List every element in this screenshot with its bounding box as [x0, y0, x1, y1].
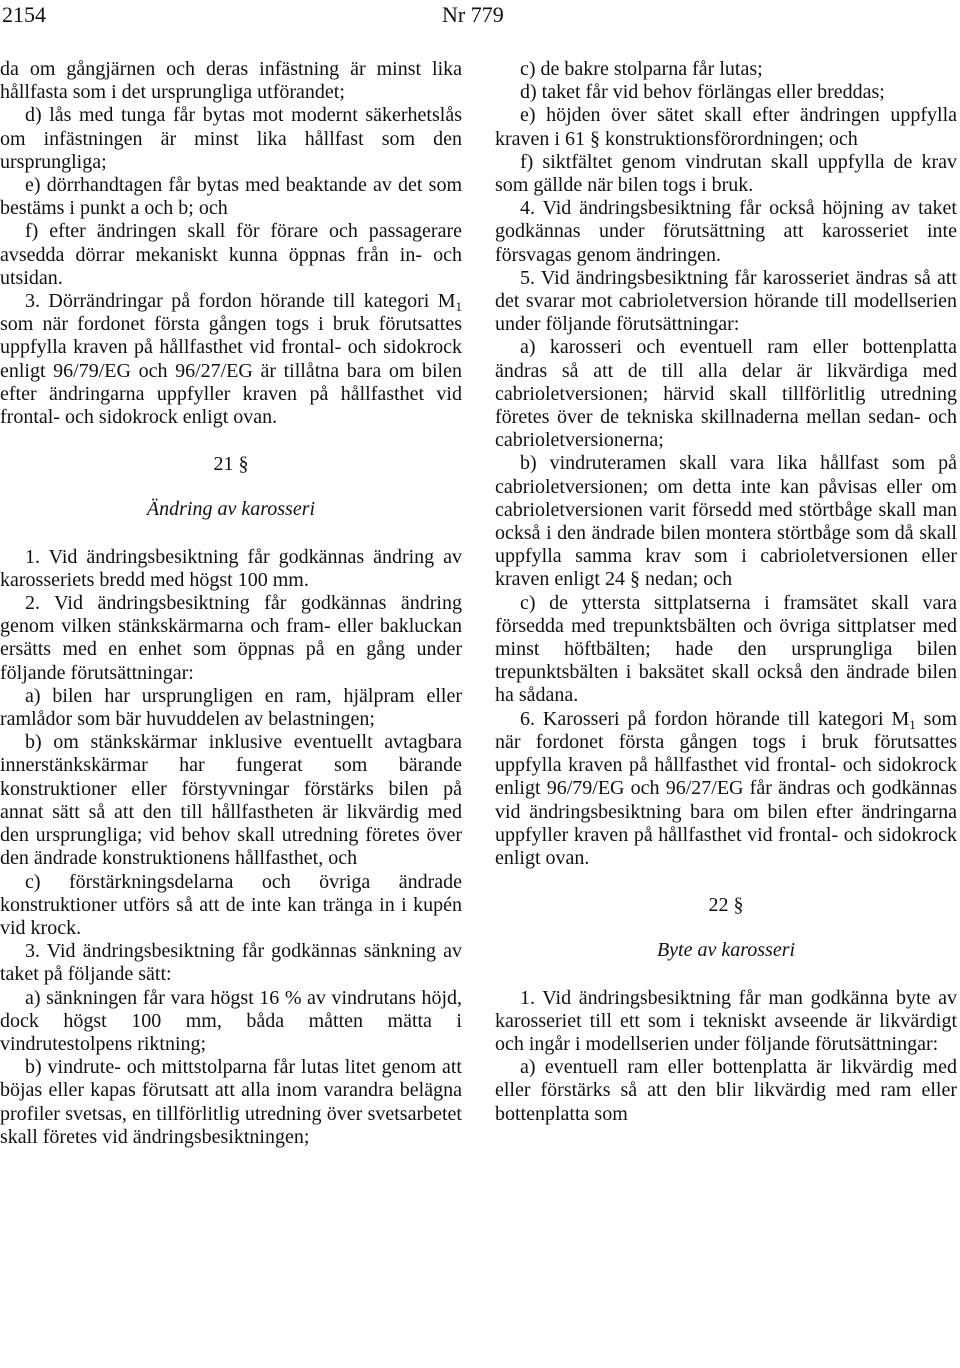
- page-number: 2154: [2, 2, 46, 27]
- paragraph: [495, 104, 957, 150]
- paragraph-text: d) taket får vid behov förlängas eller breddas;: [520, 81, 885, 104]
- paragraph: [0, 546, 462, 592]
- paragraph-text: 1. Vid ändringsbesiktning får man godkänna byte av karosseriet till ett som i tekniskt avseende är likvärdigt och ingår i modellserien under följande förutsättningar:: [495, 986, 957, 1055]
- paragraph-text: a) karosseri och eventuell ram eller bottenplatta ändras så att de till alla delar är likvärdiga med cabrioletversionen; härvid skall tillförlitlig utredning företes över de tekniska skillnaderna mellan sedan- och cabrioletversionerna;: [495, 336, 957, 452]
- paragraph-text: f) efter ändringen skall för förare och passagerare avsedda dörrar mekaniskt kunna öppnas från in- och utsidan.: [0, 220, 462, 289]
- paragraph-text: 22 §: [708, 894, 744, 917]
- section-title: [495, 939, 957, 962]
- paragraph: [495, 267, 957, 337]
- paragraph-text: 5. Vid ändringsbesiktning får karosseriet ändras så att det svarar mot cabrioletversion hörande till modellserien under följande förutsättningar:: [495, 266, 957, 336]
- paragraph: [0, 174, 462, 220]
- paragraph: [495, 58, 957, 81]
- paragraph-text-continued: som när fordonet första gången togs i bruk förutsattes uppfylla kraven på hållfasthet vid frontal- och sidokrock enligt 96/79/EG och 96/27/EG får ändras och godkännas vid ändringsbesiktning bara om bilen efter ändringarna uppfyller kraven på hållfasthet vid frontal- och sidokrock enligt ovan.: [495, 707, 957, 869]
- paragraph: [495, 336, 957, 452]
- paragraph-text: 3. Vid ändringsbesiktning får godkännas sänkning av taket på följande sätt:: [0, 940, 462, 986]
- paragraph-text: 2. Vid ändringsbesiktning får godkännas ändring genom vilken stänkskärmarna och fram- eller bakluckan ersätts med en enhet som öppnas på en gång under följande förutsättningar:: [0, 592, 462, 684]
- paragraph: [0, 940, 462, 986]
- category-subscript: 1: [455, 299, 462, 315]
- paragraph-text: a) sänkningen får vara högst 16 % av vindrutans höjd, dock högst 100 mm, båda måtten mätta i vindrutestolpens riktning;: [0, 986, 462, 1055]
- paragraph: [495, 592, 957, 708]
- paragraph-text: b) om stänkskärmar inklusive eventuellt avtagbara innerstänkskärmar har fungerat som bärande konstruktioner eller förstyvningar förstärks bilen på annat sätt så att den till hållfastheten är likvärdig med den ursprungliga; vid behov skall utredning företes över den ändrade konstruktionens hållfasthet, och: [0, 731, 462, 870]
- paragraph: [495, 81, 957, 104]
- paragraph-text: a) bilen har ursprungligen en ram, hjälpram eller ramlådor som bär huvuddelen av belastningen;: [0, 684, 462, 731]
- section-title: [0, 498, 462, 521]
- paragraph-text: c) de bakre stolparna får lutas;: [520, 58, 763, 80]
- paragraph-text: c) förstärkningsdelarna och övriga ändrade konstruktioner utförs så att de inte kan tränga in i kupén vid krock.: [0, 870, 462, 939]
- paragraph-text: 3. Dörrändringar på fordon hörande till kategori M: [25, 290, 456, 313]
- paragraph: [0, 592, 462, 685]
- paragraph-text: b) vindrute- och mittstolparna får lutas litet genom att böjas eller kapas förutsatt att alla inom varandra belägna profiler svetsas, en tillförlitlig utredning över svetsarbetet skall företes vid ändringsbesiktningen;: [0, 1056, 462, 1148]
- left-column: [0, 58, 462, 1149]
- paragraph-text: e) dörrhandtagen får bytas med beaktande av det som bestäms i punkt a och b; och: [0, 174, 462, 220]
- paragraph: [0, 987, 462, 1057]
- section-number: [495, 894, 957, 917]
- paragraph: [0, 685, 462, 731]
- paragraph-text: 1. Vid ändringsbesiktning får godkännas ändring av karosseriets bredd med högst 100 mm.: [0, 545, 462, 591]
- paragraph: [0, 220, 462, 290]
- paragraph-text: Ändring av karosseri: [146, 498, 316, 521]
- paragraph: [495, 197, 957, 267]
- paragraph-text-continued: som när fordonet första gången togs i bruk förutsattes uppfylla kraven på hållfasthet vid frontal- och sidokrock enligt 96/79/EG och 96/27/EG är tillåtna bara om bilen efter ändringarna uppfyller kraven på hållfasthet vid frontal- och sidokrock enligt ovan.: [0, 313, 462, 429]
- section-number: [0, 453, 462, 476]
- paragraph-text: d) lås med tunga får bytas mot modernt säkerhetslås om infästningen är minst lika hållfast som den ursprungliga;: [0, 104, 462, 173]
- paragraph-text: a) eventuell ram eller bottenplatta är likvärdig med eller förstärks så att den blir likvärdig med ram eller bottenplatta som: [495, 1056, 957, 1125]
- right-column: [495, 58, 957, 1126]
- paragraph-text: 21 §: [213, 453, 249, 476]
- paragraph: [0, 290, 462, 429]
- issue-number: Nr 779: [442, 2, 504, 27]
- paragraph: [0, 871, 462, 941]
- page-header: [0, 0, 960, 30]
- paragraph-text: 4. Vid ändringsbesiktning får också höjning av taket godkännas under förutsättning att karosseriet inte försvagas genom ändringen.: [495, 197, 957, 266]
- paragraph: [0, 58, 462, 104]
- paragraph: [495, 987, 957, 1057]
- paragraph: [0, 1056, 462, 1149]
- paragraph-text: e) höjden över sätet skall efter ändringen uppfylla kraven i 61 § konstruktionsförordningen; och: [495, 104, 957, 150]
- category-subscript: 1: [909, 716, 916, 732]
- paragraph: [495, 151, 957, 197]
- paragraph-text: Byte av karosseri: [656, 939, 796, 962]
- paragraph-text: 6. Karosseri på fordon hörande till kategori M: [520, 707, 910, 730]
- paragraph-text: da om gångjärnen och deras infästning är minst lika hållfasta som i det ursprungliga utförandet;: [0, 58, 462, 104]
- paragraph-text: f) siktfältet genom vindrutan skall uppfylla de krav som gällde när bilen togs i bruk.: [495, 150, 957, 197]
- paragraph: [495, 1056, 957, 1126]
- paragraph-text: b) vindruteramen skall vara lika hållfast som på cabrioletversionen; om detta inte kan påvisas eller om cabrioletversionen varit försedd med störtbåge skall man också i den ändrade bilen montera störtbåge som då skall uppfylla samma krav som i cabrioletversionen eller kraven enligt 24 § nedan; och: [495, 452, 957, 591]
- paragraph: [0, 104, 462, 174]
- paragraph: [0, 731, 462, 870]
- paragraph: [495, 708, 957, 870]
- paragraph-text: c) de yttersta sittplatserna i framsätet skall vara försedda med trepunktsbälten och övriga sittplatser med minst höftbälten; hade den ursprungliga bilen trepunktsbälten i baksätet skall också den ändrade bilen ha sådana.: [495, 591, 957, 707]
- paragraph: [495, 452, 957, 591]
